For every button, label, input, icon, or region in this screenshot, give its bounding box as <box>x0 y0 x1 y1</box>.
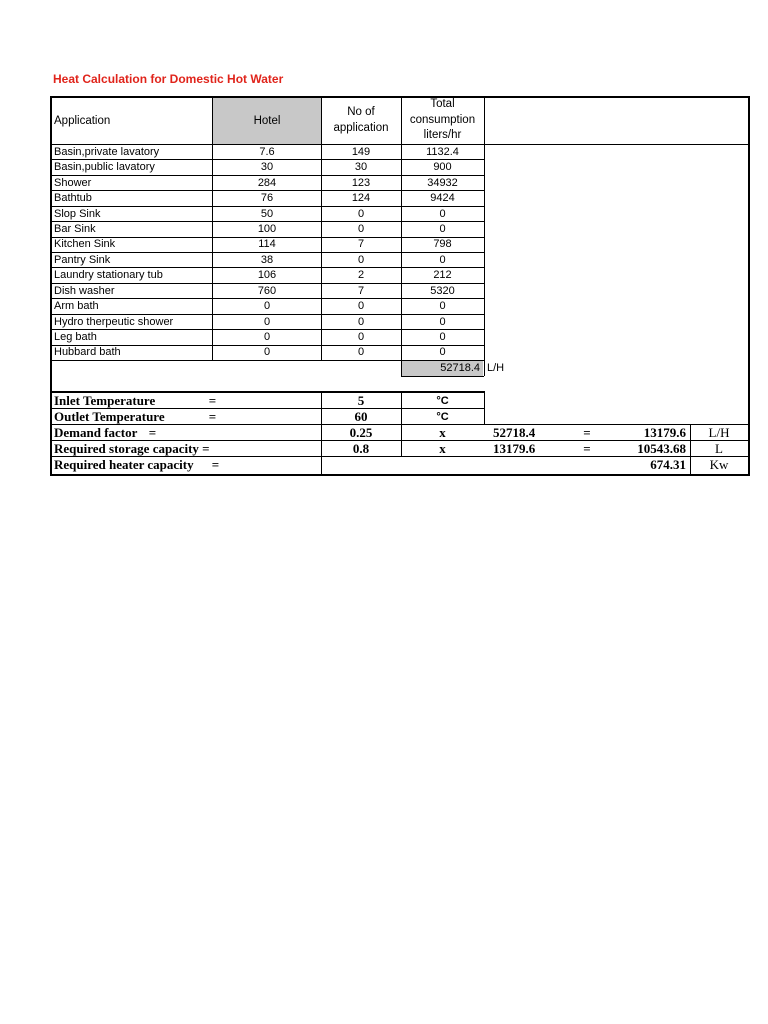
row-hotel-value: 0 <box>263 330 271 343</box>
row-total: 34932 <box>427 176 458 189</box>
row-hotel-value: 30 <box>260 161 274 174</box>
row-total: 0 <box>439 253 446 266</box>
row-total: 900 <box>433 161 452 174</box>
row-hotel-value: 760 <box>257 284 277 297</box>
grid-hline <box>50 175 484 176</box>
grid-vline <box>321 391 322 476</box>
storage-value: 0.8 <box>352 441 370 456</box>
row-total: 0 <box>439 315 446 328</box>
demand-equals-2: = <box>583 425 591 440</box>
inlet-unit: °C <box>436 395 449 407</box>
grid-hline <box>50 206 484 207</box>
row-hotel-value: 0 <box>263 300 271 313</box>
row-total: 0 <box>439 207 446 220</box>
header-no-of-application-line1: No of <box>347 106 375 118</box>
row-count: 7 <box>357 238 365 251</box>
row-hotel-value: 76 <box>260 192 274 205</box>
row-count: 0 <box>357 330 365 343</box>
row-hotel-value: 100 <box>257 222 277 235</box>
row-count: 124 <box>351 192 371 205</box>
row-hotel-value: 50 <box>260 207 274 220</box>
storage-unit: L <box>715 441 723 456</box>
row-total: 9424 <box>430 192 455 205</box>
row-total: 1132.4 <box>426 145 459 158</box>
grid-hline <box>50 360 484 361</box>
grid-vline <box>401 96 402 376</box>
frame-left <box>50 96 52 476</box>
row-application: Pantry Sink <box>54 253 111 266</box>
grid-hline <box>50 329 484 330</box>
row-application: Shower <box>54 176 92 189</box>
grid-hline <box>50 314 484 315</box>
row-hotel-value: 0 <box>263 315 271 328</box>
grid-hline <box>50 440 750 441</box>
row-total: 0 <box>439 222 446 235</box>
grid-hline <box>50 190 484 191</box>
grid-vline <box>212 96 213 360</box>
demand-label: Demand factor <box>54 425 138 440</box>
row-application: Laundry stationary tub <box>54 269 163 282</box>
grid-hline <box>50 456 750 457</box>
row-hotel-value: 38 <box>260 253 274 266</box>
outlet-label: Outlet Temperature <box>54 409 165 424</box>
storage-operator: x <box>439 441 446 456</box>
demand-result: 13179.6 <box>643 425 686 440</box>
row-count: 0 <box>357 300 365 313</box>
row-application: Kitchen Sink <box>54 238 116 251</box>
row-application: Bar Sink <box>54 222 96 235</box>
grid-hline <box>401 376 484 377</box>
outlet-equals: = <box>208 409 217 424</box>
grid-hline <box>50 424 750 425</box>
row-application: Hubbard bath <box>54 346 121 359</box>
row-count: 2 <box>357 269 365 282</box>
demand-equals: = <box>148 425 157 440</box>
grid-hline <box>50 252 484 253</box>
storage-result: 10543.68 <box>637 441 686 456</box>
row-application: Arm bath <box>54 300 99 313</box>
row-count: 0 <box>357 253 365 266</box>
header-hotel: Hotel <box>253 115 281 127</box>
row-hotel-value: 0 <box>263 346 271 359</box>
total-consumption-unit: L/H <box>487 362 505 374</box>
header-application: Application <box>54 115 111 127</box>
row-count: 30 <box>354 161 368 174</box>
heater-equals: = <box>211 457 220 472</box>
row-total: 212 <box>433 269 452 282</box>
row-total: 798 <box>433 238 452 251</box>
grid-vline <box>484 360 485 376</box>
demand-unit: L/H <box>708 425 730 440</box>
sheet-title: Heat Calculation for Domestic Hot Water <box>53 72 284 86</box>
inlet-equals: = <box>208 393 217 408</box>
grid-hline <box>50 159 484 160</box>
outlet-unit: °C <box>436 411 449 423</box>
heater-result: 674.31 <box>650 457 686 472</box>
frame-right <box>748 96 750 476</box>
row-count: 0 <box>357 315 365 328</box>
grid-hline <box>50 267 484 268</box>
demand-operand: 52718.4 <box>493 425 536 440</box>
row-application: Dish washer <box>54 284 115 297</box>
row-application: Basin,private lavatory <box>54 145 160 158</box>
row-count: 0 <box>357 207 365 220</box>
storage-label: Required storage capacity = <box>54 441 210 456</box>
row-application: Basin,public lavatory <box>54 161 155 174</box>
row-count: 7 <box>357 284 365 297</box>
storage-equals: = <box>583 441 591 456</box>
row-hotel-value: 284 <box>257 176 277 189</box>
row-hotel-value: 106 <box>257 269 277 282</box>
row-application: Bathtub <box>54 192 92 205</box>
grid-vline <box>484 391 485 424</box>
row-total: 5320 <box>430 284 455 297</box>
row-application: Leg bath <box>54 330 97 343</box>
heater-label: Required heater capacity <box>54 457 194 472</box>
demand-operator: x <box>439 425 446 440</box>
header-total-line3: liters/hr <box>423 129 462 141</box>
row-count: 0 <box>357 346 365 359</box>
demand-value: 0.25 <box>349 425 373 440</box>
row-total: 0 <box>439 330 446 343</box>
grid-vline <box>484 96 485 360</box>
grid-vline <box>690 424 691 476</box>
grid-hline <box>50 283 484 284</box>
frame-top <box>50 96 750 98</box>
calc-top <box>50 391 484 393</box>
heater-unit: Kw <box>709 457 729 472</box>
grid-hline <box>50 345 484 346</box>
row-hotel-value: 7.6 <box>259 145 275 158</box>
row-count: 149 <box>351 145 371 158</box>
grid-hline <box>50 144 750 145</box>
inlet-label: Inlet Temperature <box>54 393 156 408</box>
header-total-line2: consumption <box>409 114 476 126</box>
grid-hline <box>50 298 484 299</box>
grid-vline <box>401 391 402 456</box>
row-total: 0 <box>439 346 446 359</box>
grid-vline <box>321 96 322 360</box>
storage-operand: 13179.6 <box>493 441 536 456</box>
row-application: Slop Sink <box>54 207 101 220</box>
total-consumption-value: 52718.4 <box>440 362 480 374</box>
row-count: 123 <box>351 176 371 189</box>
grid-hline <box>50 408 484 409</box>
row-total: 0 <box>439 300 446 313</box>
outlet-value: 60 <box>354 409 368 424</box>
header-total-line1: Total <box>430 98 455 110</box>
row-hotel-value: 114 <box>258 238 276 251</box>
frame-bottom <box>50 474 750 476</box>
row-application: Hydro therpeutic shower <box>54 315 174 328</box>
grid-hline <box>50 237 484 238</box>
grid-hline <box>50 221 484 222</box>
header-no-of-application-line2: application <box>333 122 389 134</box>
inlet-value: 5 <box>357 393 365 408</box>
row-count: 0 <box>357 222 365 235</box>
